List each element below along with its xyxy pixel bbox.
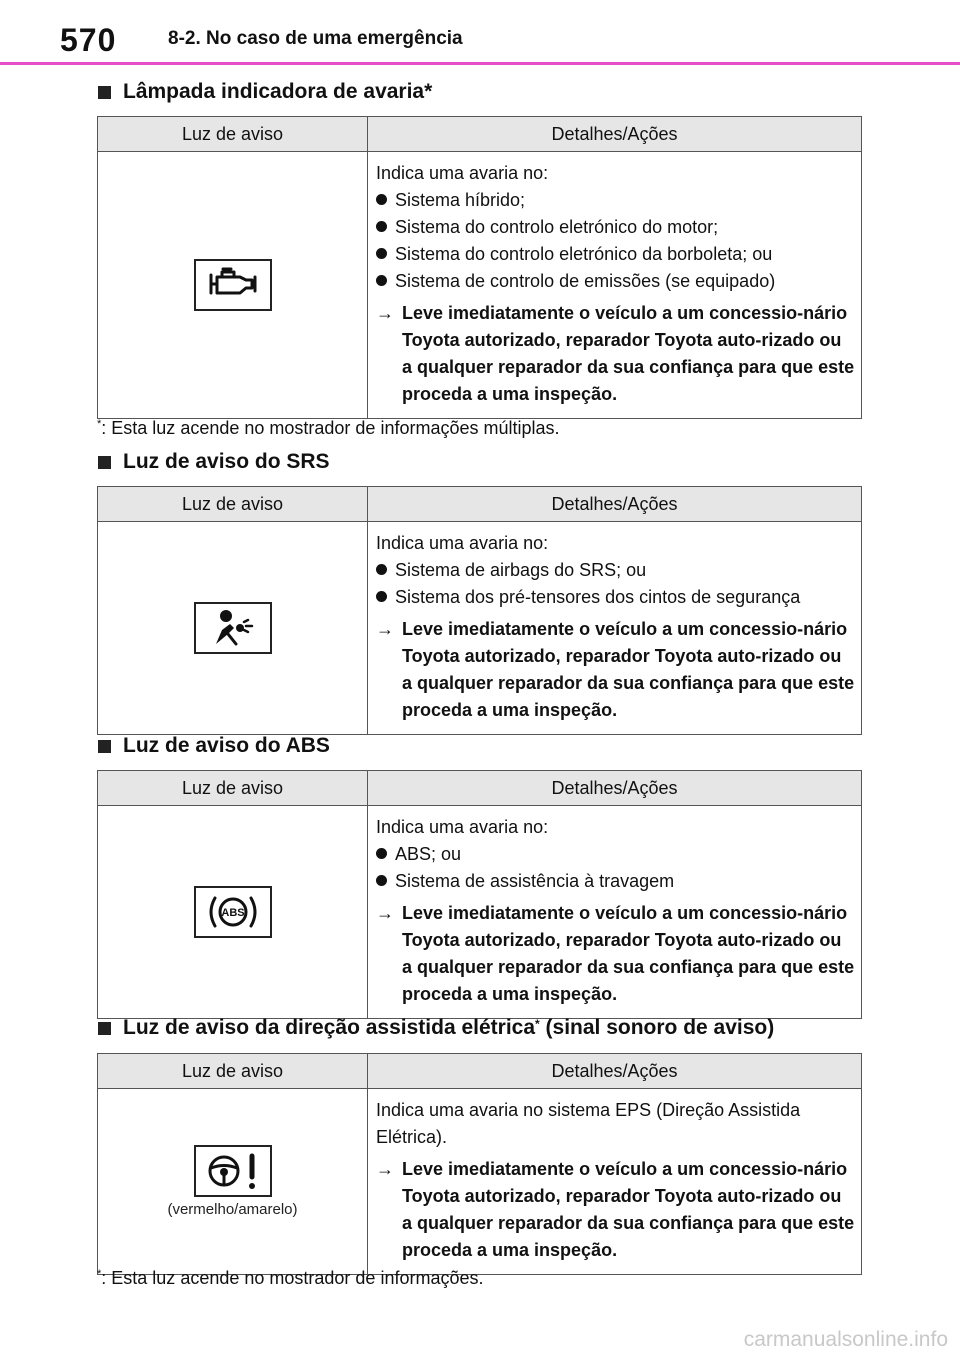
table-header-warning-light: Luz de aviso: [98, 117, 368, 152]
square-bullet-icon: [98, 456, 111, 469]
bullet-dot-icon: [376, 591, 387, 602]
bullet-dot-icon: [376, 275, 387, 286]
bullet-dot-icon: [376, 875, 387, 886]
icon-caption: (vermelho/amarelo): [167, 1201, 298, 1218]
icon-cell: [98, 806, 368, 1019]
bullet-dot-icon: [376, 248, 387, 259]
square-bullet-icon: [98, 86, 111, 99]
arrow-right-icon: →: [376, 619, 394, 639]
table-header-warning-light: Luz de aviso: [98, 771, 368, 806]
detail-intro: Indica uma avaria no:: [376, 533, 549, 553]
abs-icon-label: ABS: [220, 907, 245, 919]
square-bullet-icon: [98, 740, 111, 753]
list-item: Sistema de assistência à travagem: [376, 868, 855, 895]
arrow-right-icon: →: [376, 303, 394, 323]
icon-cell: [98, 1089, 368, 1275]
list-item: ABS; ou: [376, 841, 855, 868]
bullet-dot-icon: [376, 221, 387, 232]
table-header-warning-light: Luz de aviso: [98, 1054, 368, 1089]
section-title-srs: Luz de aviso do SRS: [98, 450, 330, 474]
list-item: Sistema híbrido;: [376, 187, 855, 214]
detail-intro: Indica uma avaria no:: [376, 817, 549, 837]
section-title-abs: Luz de aviso do ABS: [98, 734, 330, 758]
footnote: *: Esta luz acende no mostrador de informações múltiplas.: [97, 418, 560, 438]
action-instruction: → Leve imediatamente o veículo a um concessio-nário Toyota autorizado, reparador Toyota auto-rizado ou a qualquer reparador da sua confiança para que este proceda a uma inspeção.: [376, 300, 855, 408]
footnote: *: Esta luz acende no mostrador de informações.: [97, 1268, 484, 1288]
page-header: [0, 0, 960, 64]
list-item: Sistema do controlo eletrónico do motor;: [376, 214, 855, 241]
steering-warning-icon: [194, 1145, 272, 1197]
details-cell: [368, 152, 862, 419]
abs-icon: [194, 886, 272, 938]
page-number: 570: [60, 22, 117, 58]
table-header-details: Detalhes/Ações: [368, 487, 862, 522]
list-item: Sistema dos pré-tensores dos cintos de segurança: [376, 584, 855, 611]
action-instruction: → Leve imediatamente o veículo a um concessio-nário Toyota autorizado, reparador Toyota auto-rizado ou a qualquer reparador da sua confiança para que este proceda a uma inspeção.: [376, 900, 855, 1008]
section-title-eps: Luz de aviso da direção assistida elétrica * (sinal sonoro de aviso): [98, 1016, 774, 1040]
square-bullet-icon: [98, 1022, 111, 1035]
warning-table-srs: [97, 486, 862, 735]
header-divider: [0, 62, 960, 65]
airbag-icon: [194, 602, 272, 654]
table-header-warning-light: Luz de aviso: [98, 487, 368, 522]
list-item: Sistema do controlo eletrónico da borboleta; ou: [376, 241, 855, 268]
action-instruction: → Leve imediatamente o veículo a um concessio-nário Toyota autorizado, reparador Toyota auto-rizado ou a qualquer reparador da sua confiança para que este proceda a uma inspeção.: [376, 616, 855, 724]
check-engine-icon: [194, 259, 272, 311]
table-header-details: Detalhes/Ações: [368, 117, 862, 152]
icon-cell: [98, 152, 368, 419]
detail-intro: Indica uma avaria no sistema EPS (Direção Assistida Elétrica).: [376, 1100, 801, 1147]
list-item: Sistema de airbags do SRS; ou: [376, 557, 855, 584]
chapter-title: 8-2. No caso de uma emergência: [168, 28, 463, 49]
table-header-details: Detalhes/Ações: [368, 1054, 862, 1089]
details-cell: [368, 1089, 862, 1275]
warning-table-eps: [97, 1053, 862, 1275]
section-title-malfunction: Lâmpada indicadora de avaria*: [98, 80, 432, 104]
list-item: Sistema de controlo de emissões (se equipado): [376, 268, 855, 295]
bullet-dot-icon: [376, 848, 387, 859]
details-cell: [368, 806, 862, 1019]
bullet-dot-icon: [376, 564, 387, 575]
arrow-right-icon: →: [376, 1159, 394, 1179]
action-instruction: → Leve imediatamente o veículo a um concessio-nário Toyota autorizado, reparador Toyota auto-rizado ou a qualquer reparador da sua confiança para que este proceda a uma inspeção.: [376, 1156, 855, 1264]
bullet-dot-icon: [376, 194, 387, 205]
details-cell: [368, 522, 862, 735]
warning-table-abs: [97, 770, 862, 1019]
icon-cell: [98, 522, 368, 735]
watermark: carmanualsonline.info: [743, 1328, 948, 1351]
warning-table-malfunction: [97, 116, 862, 419]
table-header-details: Detalhes/Ações: [368, 771, 862, 806]
arrow-right-icon: →: [376, 903, 394, 923]
detail-intro: Indica uma avaria no:: [376, 163, 549, 183]
